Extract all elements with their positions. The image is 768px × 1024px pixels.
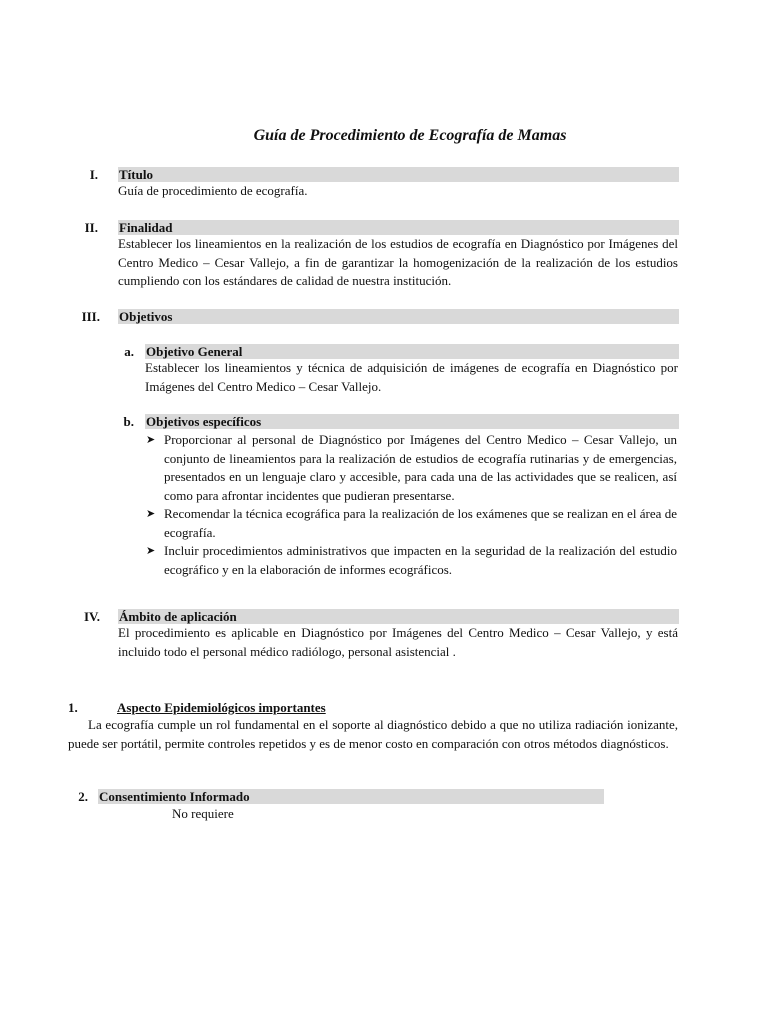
- subsection-body-objetivo-general: Establecer los lineamientos y técnica de adquisición de imágenes de ecografía en Diagnóstico por Imágenes del Centro Medico – Cesar Vallejo.: [145, 360, 678, 394]
- numbered-heading-number: 1.: [68, 700, 78, 715]
- section-body-ambito: El procedimiento es aplicable en Diagnóstico por Imágenes del Centro Medico – Cesar Vallejo, y está incluido todo el personal médico radiólogo, personal asistencial .: [118, 625, 678, 659]
- numbered-heading-epidemiologicos: Aspecto Epidemiológicos importantes: [117, 700, 326, 715]
- document-title: Guía de Procedimiento de Ecografía de Mamas: [253, 127, 567, 144]
- section-body-finalidad: Establecer los lineamientos en la realización de los estudios de ecografía en Diagnóstico por Imágenes del Centro Medico – Cesar Vallejo, a fin de garantizar la homogenización de la realización de los estudios cumpliendo con los estándares de calidad de nuestra institución.: [118, 236, 678, 288]
- section-heading-ambito: Ámbito de aplicación: [118, 609, 679, 624]
- numbered-heading-number: 2.: [78, 789, 88, 804]
- arrowhead-bullet-icon: ➤: [146, 434, 156, 446]
- section-number: II.: [84, 220, 98, 235]
- section-number: III.: [81, 309, 100, 324]
- subsection-heading-objetivos-especificos: Objetivos específicos: [145, 414, 679, 429]
- list-item: ➤ Proporcionar al personal de Diagnóstico por Imágenes del Centro Medico – Cesar Vallejo, un conjunto de lineamientos para la realización de estudios de ecografía rutinarias y de emergencias, presentados en un lenguaje claro y accesible, para cada una de las actividades que se realicen, así como para afrontar incidentes que pudieran presentarse.: [146, 432, 677, 503]
- section-number: I.: [89, 167, 98, 182]
- objetivos-especificos-list: [134, 431, 677, 579]
- section-number: IV.: [83, 609, 100, 624]
- arrowhead-bullet-icon: ➤: [146, 545, 156, 557]
- numbered-body-epidemiologicos: La ecografía cumple un rol fundamental en el soporte al diagnóstico debido a que no utiliza radiación ionizante, puede ser portátil, permite controles repetidos y es de menor costo en comparación con otros métodos diagnósticos.: [68, 717, 678, 751]
- section-heading-objetivos: Objetivos: [118, 309, 679, 324]
- subsection-letter: a.: [124, 344, 134, 359]
- numbered-heading-consentimiento: Consentimiento Informado: [98, 789, 604, 804]
- subsection-letter: b.: [123, 414, 134, 429]
- numbered-body-consentimiento: No requiere: [172, 806, 234, 821]
- arrowhead-bullet-icon: ➤: [146, 508, 156, 520]
- subsection-heading-objetivo-general: Objetivo General: [145, 344, 679, 359]
- section-heading-titulo: Título: [118, 167, 679, 182]
- list-item: ➤ Recomendar la técnica ecográfica para la realización de los exámenes que se realizan en el área de ecografía.: [146, 506, 677, 540]
- section-heading-finalidad: Finalidad: [118, 220, 679, 235]
- section-body-titulo: Guía de procedimiento de ecografía.: [118, 183, 308, 198]
- list-item: ➤ Incluir procedimientos administrativos que impacten en la seguridad de la realización del estudio ecográfico y en la elaboración de informes ecográficos.: [146, 543, 677, 577]
